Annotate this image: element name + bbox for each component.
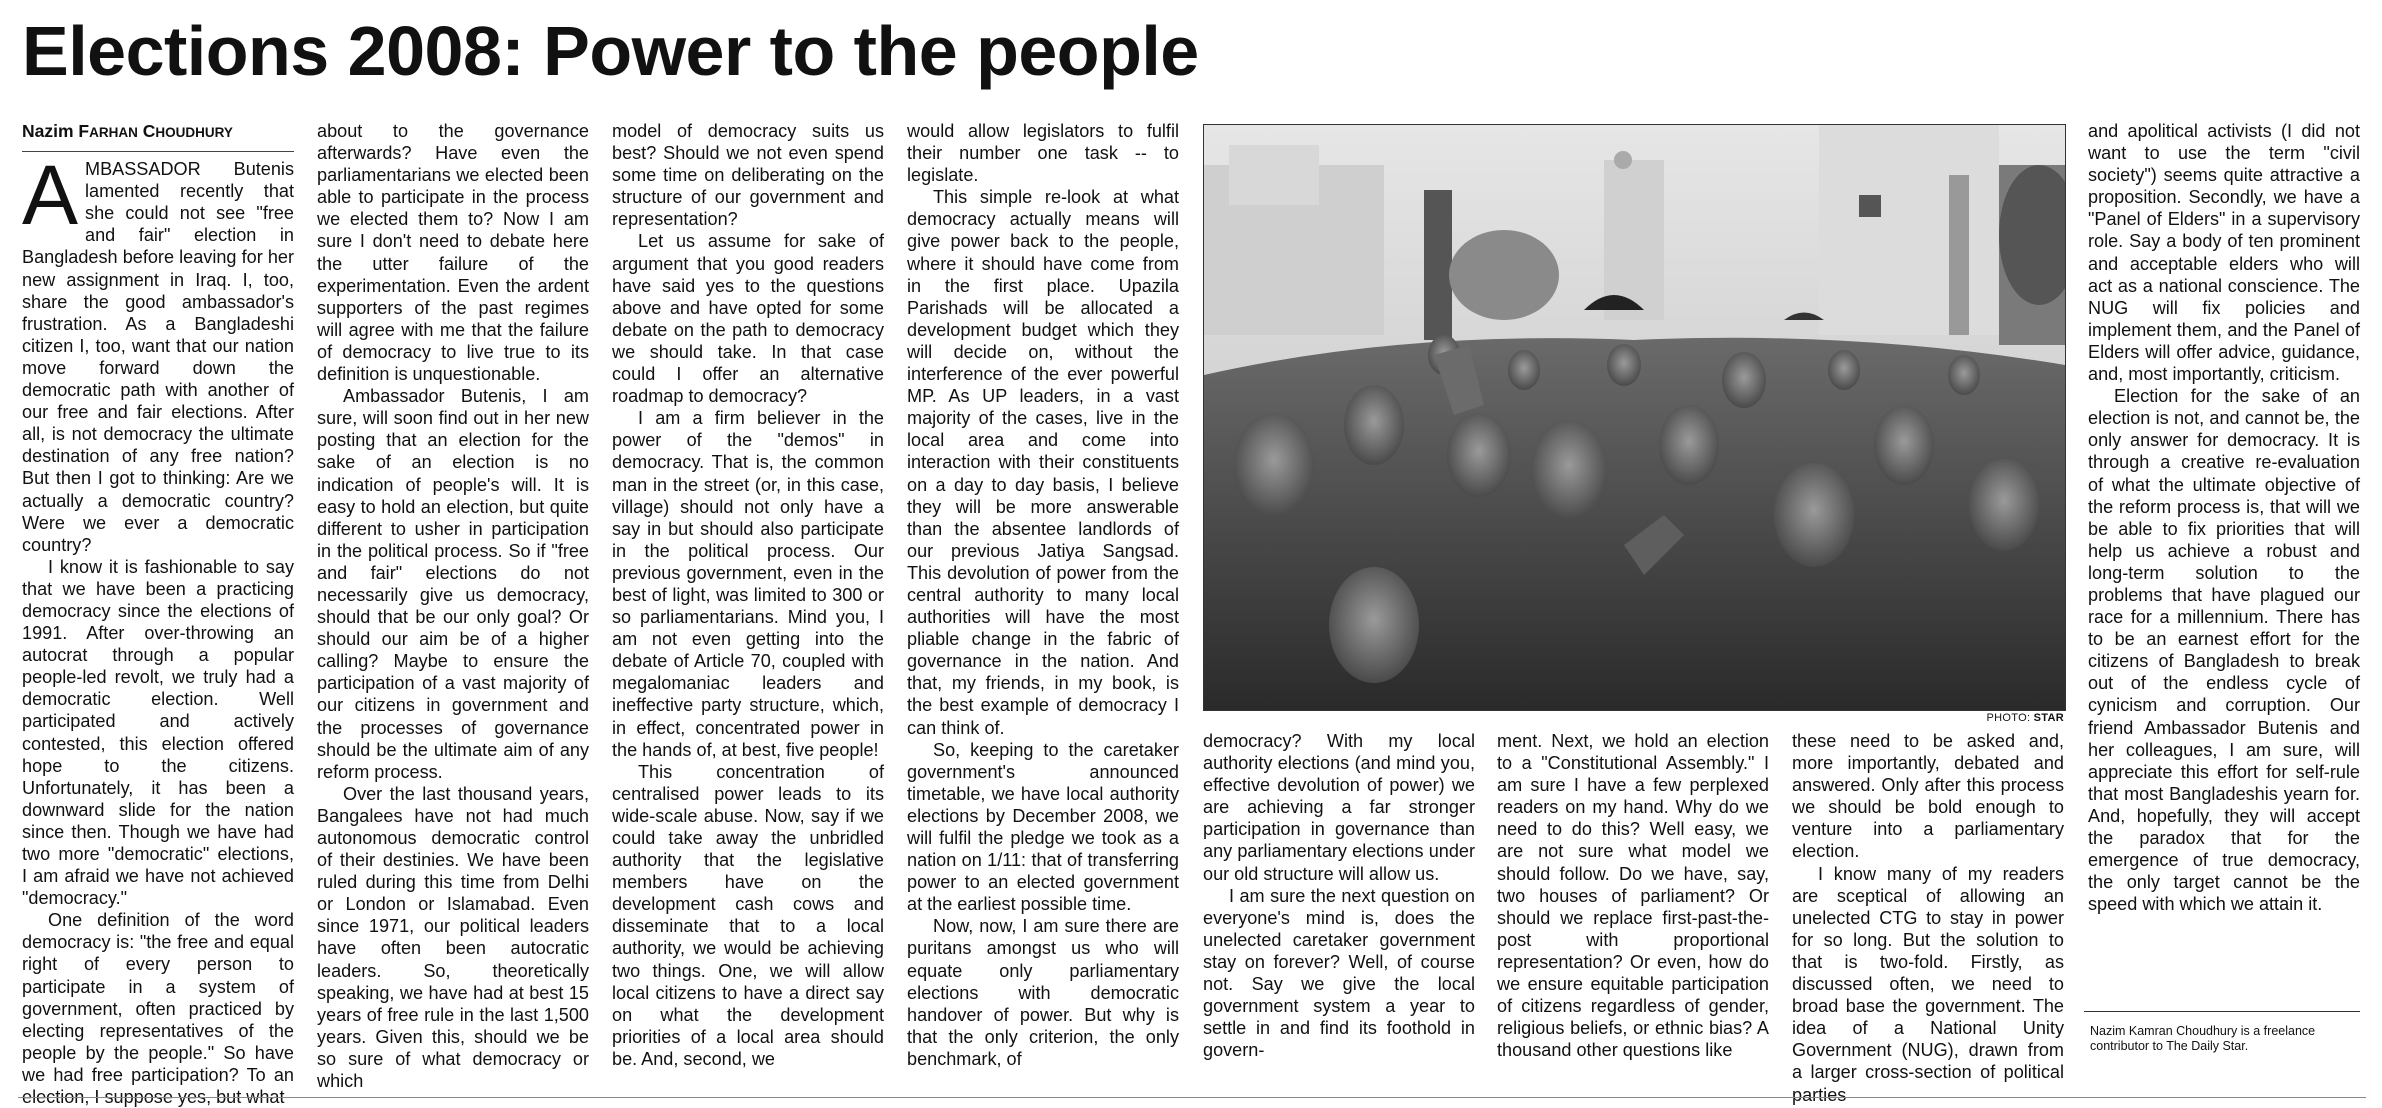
article-column-1: [22, 120, 294, 1108]
paragraph: So, keeping to the caretaker government's announced timetable, we have local authority elections by December 2008, we will fulfil the pledge we took as a nation on 1/11: that of transferring power to an elected government at the earliest possible time.: [907, 739, 1179, 915]
paragraph: these need to be asked and, more importantly, debated and answered. Only after this process we should be bold enough to venture into a parliamentary election.: [1792, 731, 2064, 862]
paragraph: would allow legislators to fulfil their number one task -- to legislate.: [907, 121, 1179, 186]
article-column-7: [1792, 730, 2064, 1106]
article-column-3: [612, 120, 884, 1070]
paragraph: Ambassador Butenis, I am sure, will soon find out in her new posting that an election for the sake of an election is no indication of people's will. It is easy to hold an election, but quite different to usher in participation in the political process. So if "free and fair" elections do not necessarily give us democracy, should that be our only goal? Or should our aim be of a higher calling? Maybe to ensure the participation of a vast majority of our citizens in government and the processes of governance should be the ultimate aim of any reform process.: [317, 386, 589, 782]
paragraph: and apolitical activists (I did not want to use the term "civil society") seems quite attractive a proposition. Secondly, we have a "Panel of Elders" in a supervisory role. Say a body of ten prominent and acceptable elders who will act as a national conscience. The NUG will fix policies and implement them, and the Panel of Elders will offer advice, guidance, and, most importantly, criticism.: [2088, 121, 2360, 385]
paragraph: Now, now, I am sure there are puritans amongst us who will equate only parliamentary elections with democratic handover of power. But why is that the only criterion, the only benchmark, of: [907, 916, 1179, 1069]
article-column-2: [317, 120, 589, 1092]
byline: Nazim FARHAN CHOUDHURY: [22, 120, 294, 152]
paragraph: model of democracy suits us best? Should we not even spend some time on deliberating on the structure of our government and representation?: [612, 121, 884, 230]
article-column-4: [907, 120, 1179, 1070]
article-column-6: [1497, 730, 1769, 1061]
paragraph: Over the last thousand years, Bangalees have not had much autonomous democratic control of their destinies. We have been ruled during this time from Delhi or London or Islamabad. Even since 1971, our political leaders have often been autocratic leaders. So, theoretically speaking, we have had at best 15 years of free rule in the last 1,500 years. Given this, should we be so sure of what democracy or which: [317, 783, 589, 1092]
headline: Elections 2008: Power to the people: [22, 12, 1199, 90]
paragraph: One definition of the word democracy is: "the free and equal right of every person to participate in a system of government, often practiced by electing representatives of the people by the people." So have we had free participation? To an election, I suppose yes, but what: [22, 910, 294, 1108]
lead-paragraph: AMBASSADOR Butenis lamented recently that she could not see "free and fair" election in Bangladesh before leaving for her new assignment in Iraq. I, too, share the good ambassador's frustration. As a Bangladeshi citizen I, too, want that our nation move forward down the democratic path with another of our free and fair elections. After all, is not democracy the ultimate destination of any free nation? But then I got to thinking: Are we actually a democratic country? Were we ever a democratic country?: [22, 148, 294, 555]
paragraph: about to the governance afterwards? Have even the parliamentarians we elected been able to participate in the process we elected them to? Now I am sure I don't need to debate here the utter failure of the experimentation. Even the ardent supporters of the past regimes will agree with me that the failure of democracy to live true to its definition is unquestionable.: [317, 121, 589, 385]
drop-cap: A: [22, 148, 79, 243]
article-column-8: [2088, 120, 2360, 915]
paragraph: This simple re-look at what democracy actually means will give power back to the people, where it should have come from in the first place. Upazila Parishads will be allocated a development budget which they will decide on, without the interference of the ever powerful MP. As UP leaders, in a vast majority of the cases, live in the local area and come into interaction with their constituents on a day to day basis, I believe they will be more answerable than the absentee landlords of our previous Jatiya Sangsad. This devolution of power from the central authority to many local authorities will have the most pliable change in the fabric of governance in the nation. And that, my friends, in my book, is the best example of democracy I can think of.: [907, 187, 1179, 738]
paragraph: This concentration of centralised power leads to its wide-scale abuse. Now, say if we could take away the unbridled authority that the legislative members have on the development cash cows and disseminate that to a local authority, we would be achieving two things. One, we will allow local citizens to have a direct say on what the development priorities of a local area should be. And, second, we: [612, 761, 884, 1069]
paragraph: I am a firm believer in the power of the "demos" in democracy. That is, the common man in the street (or, in this case, village) should not only have a say in but should also participate in the political process. Our previous government, even in the best of light, was limited to 300 or so parliamentarians. Mind you, I am not even getting into the debate of Article 70, coupled with megalomaniac leaders and ineffective party structure, which, in effect, concentrated power in the hands of, at best, five people!: [612, 408, 884, 760]
paragraph: Let us assume for sake of argument that you good readers have said yes to the questions above and have opted for some debate on the path to democracy we should take. In that case could I offer an alternative roadmap to democracy?: [612, 231, 884, 407]
paragraph: I know many of my readers are sceptical of allowing an unelected CTG to stay in power for so long. But the solution to that is two-fold. Firstly, as discussed often, we need to broad base the government. The idea of a National Unity Government (NUG), drawn from a larger cross-section of political parties: [1792, 863, 2064, 1105]
paragraph: Election for the sake of an election is not, and cannot be, the only answer for democracy. It is through a creative re-evaluation of what the ultimate objective of the reform process is, that will we be able to fix priorities that will help us achieve a robust and long-term solution to the problems that have plagued our race for a millennium. There has to be an earnest effort for the citizens of Bangladesh to break out of the endless cycle of cynicism and corruption. Our friend Ambassador Butenis and her colleagues, I am sure, will appreciate this effort for self-rule that most Bangladeshis yearn for. And, hopefully, they will accept the paradox that for the emergence of true democracy, the only target cannot be the speed with which we attain it.: [2088, 386, 2360, 915]
crowd-photo-illustration: [1204, 125, 2065, 710]
paragraph: I am sure the next question on everyone's mind is, does the unelected caretaker government stay on forever? Well, of course not. Say we give the local government system a year to settle in and find its foothold in govern-: [1203, 885, 1475, 1061]
article-column-5: [1203, 730, 1475, 1061]
contributor-divider: [2084, 1011, 2360, 1012]
paragraph: I know it is fashionable to say that we have been a practicing democracy since the elections of 1991. After over-throwing an autocrat through a popular people-led revolt, we truly had a democratic election. Well participated and actively contested, this election offered hope to the citizens. Unfortunately, it has been a downward slide for the nation since then. Though we have had two more "democratic" elections, I am afraid we have not achieved "democracy.": [22, 556, 294, 909]
paragraph: democracy? With my local authority elections (and mind you, effective devolution of power) we are achieving a far stronger participation in governance than any parliamentary elections under our old structure will allow us.: [1203, 731, 1475, 884]
photo-credit: PHOTO: STAR: [1986, 712, 2064, 724]
paragraph: ment. Next, we hold an election to a "Constitutional Assembly." I am sure I have a few perplexed readers on my hand. Why do we need to do this? Well easy, we are not sure what model we should follow. Do we have, say, two houses of parliament? Or should we replace first-past-the-post with proportional representation? Or even, how do we ensure equitable participation of citizens regardless of gender, religious beliefs, or ethnic bias? A thousand other questions like: [1497, 731, 1769, 1061]
page-bottom-rule: [18, 1097, 2366, 1098]
contributor-note: Nazim Kamran Choudhury is a freelance contributor to The Daily Star.: [2090, 1024, 2316, 1053]
crowd-photo: [1203, 124, 2066, 711]
